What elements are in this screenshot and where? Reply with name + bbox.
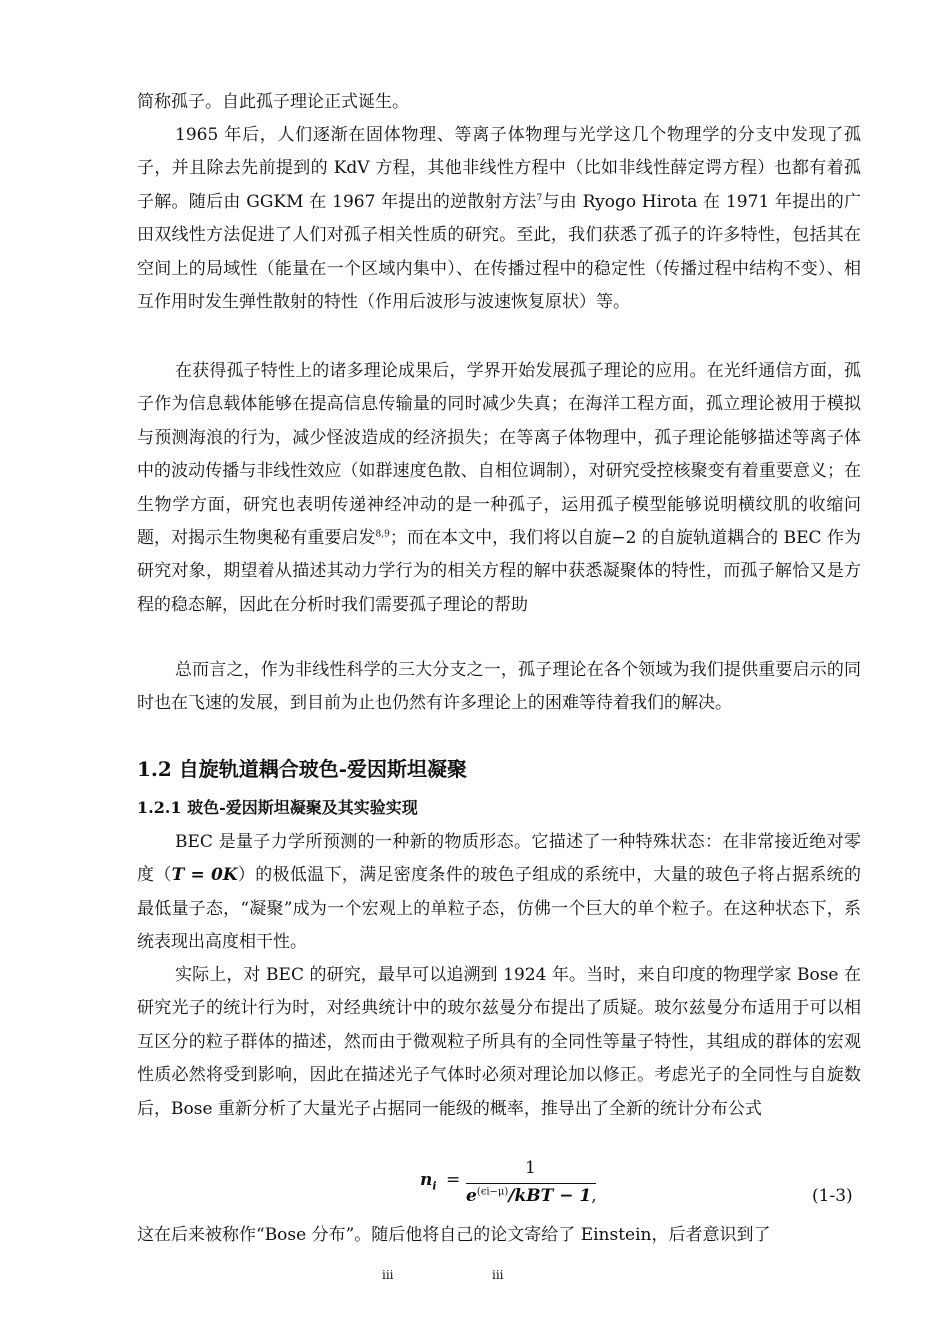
citation-8-9: 8,9: [375, 529, 390, 540]
paragraph-2: 1965 年后，人们逐渐在固体物理、等离子体物理与光学这几个物理学的分支中发现了孤子，并且除去先前提到的 KdV 方程，其他非线性方程中（比如非线性薛定谔方程）也都有着孤子解。随后由 GGKM 在 1967 年提出的逆散射方法$^7$与由 Ryogo Hirota 在 1971 年提出的广田双线性方法促进了人们对孤子相关性质的研究。至此，我们获悉了孤子的许多特性，包括其在空间上的局域性（能量在一个区域内集中）、在传播过程中的稳定性（传播过程中结构不变）、相互作用时发生弹性散射的特性（作用后波形与波速恢复原状）等。: [137, 125, 861, 313]
formula-equals: =: [446, 1170, 461, 1190]
formula-denominator: $e^{(\epsilon i-\mu)}$/kBT − 1,: [466, 1186, 597, 1206]
page-number-right: iii: [492, 1268, 504, 1282]
page-number-left: iii: [382, 1268, 394, 1282]
section-heading-1-2: 1.2 自旋轨道耦合玻色-爱因斯坦凝聚: [137, 757, 468, 781]
bose-distribution-formula: [420, 1158, 620, 1218]
paragraph-4: 总而言之，作为非线性科学的三大分支之一，孤子理论在各个领域为我们提供重要启示的同时也在飞速的发展，到目前为止也仍然有许多理论上的困难等待着我们的解决。: [137, 660, 861, 714]
paragraph-1: 简称孤子。自此孤子理论正式诞生。: [137, 92, 409, 112]
paragraph-3: 在获得孤子特性上的诸多理论成果后，学界开始发展孤子理论的应用。在光纤通信方面，孤子作为信息载体能够在提高信息传输量的同时减少失真；在海洋工程方面，孤立理论被用于模拟与预测海浪的行为，减少怪波造成的经济损失；在等离子体物理中，孤子理论能够描述等离子体中的波动传播与非线性效应（如群速度色散、自相位调制），对研究受控核聚变有着重要意义；在生物学方面，研究也表明传递神经冲动的是一种孤子，运用孤子模型能够说明横纹肌的收缩问题，对揭示生物奥秘有重要启发$^{8,9}$；而在本文中，我们将以自旋−2 的自旋轨道耦合的 BEC 作为研究对象，期望着从描述其动力学行为的相关方程的解中获悉凝聚体的特性，而孤子解恰又是方程的稳态解，因此在分析时我们需要孤子理论的帮助: [137, 361, 862, 615]
citation-7: 7: [536, 193, 543, 204]
formula-numerator: 1: [525, 1158, 536, 1178]
paragraph-5: BEC 是量子力学所预测的一种新的物质形态。它描述了一种特殊状态：在非常接近绝对零度（T = 0K）的极低温下，满足密度条件的玻色子组成的系统中，大量的玻色子将占据系统的最低量子态，“凝聚”成为一个宏观上的单粒子态，仿佛一个巨大的单个粒子。在这种状态下，系统表现出高度相干性。: [137, 832, 861, 953]
paragraph-6: 实际上，对 BEC 的研究，最早可以追溯到 1924 年。当时，来自印度的物理学家 Bose 在研究光子的统计行为时，对经典统计中的玻尔兹曼分布提出了质疑。玻尔兹曼分布适用于可以相互区分的粒子群体的描述，然而由于微观粒子所具有的全同性等量子特性，其组成的群体的宏观性质必然将受到影响，因此在描述光子气体时必须对理论加以修正。考虑光子的全同性与自旋数后，Bose 重新分析了大量光子占据同一能级的概率，推导出了全新的统计分布公式: [137, 965, 861, 1119]
equation-number: (1-3): [812, 1186, 853, 1206]
subsection-heading-1-2-1: 1.2.1 玻色-爱因斯坦凝聚及其实验实现: [137, 798, 418, 817]
formula-lhs: $n_i$: [420, 1170, 437, 1193]
math-temperature: T = 0K: [171, 865, 238, 886]
paragraph-7: 这在后来被称作“Bose 分布”。随后他将自己的论文寄给了 Einstein，后者意识到了: [137, 1225, 771, 1245]
fraction-bar: [466, 1183, 596, 1184]
